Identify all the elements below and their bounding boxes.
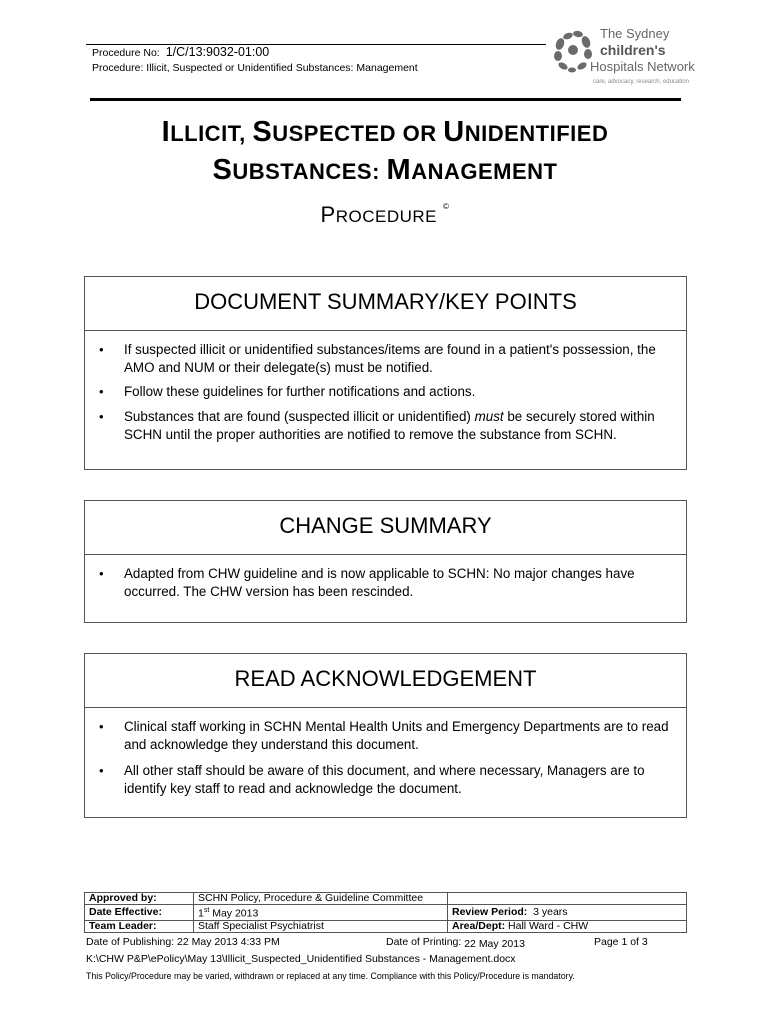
title-small: NIDENTIFIED	[464, 121, 609, 146]
document-type	[0, 202, 770, 228]
procedure-number-label: Procedure No:	[92, 47, 160, 59]
change-summary-heading: CHANGE SUMMARY	[85, 501, 686, 555]
date-of-publishing: Date of Publishing: 22 May 2013 4:33 PM	[86, 936, 280, 948]
title-small: LLICIT,	[170, 121, 253, 146]
team-leader-label: Team Leader:	[85, 920, 194, 932]
procedure-number	[92, 45, 269, 59]
area-dept	[448, 920, 687, 932]
empty-cell	[448, 893, 687, 905]
copyright-mark: ©	[443, 202, 450, 211]
date-effective-rest: May 2013	[209, 907, 259, 920]
table-row	[85, 920, 687, 932]
bullet: •	[99, 719, 104, 734]
subtitle-cap: P	[320, 202, 336, 227]
file-path: K:\CHW P&P\ePolicy\May 13\Illicit_Suspected_Unidentified Substances - Management.docx	[86, 953, 516, 965]
approved-by-label: Approved by:	[85, 893, 194, 905]
title-small: USPECTED OR	[272, 121, 444, 146]
review-period-value: 3 years	[533, 905, 568, 918]
logo-text-line3: Hospitals Network	[590, 59, 695, 74]
table-row	[85, 905, 687, 921]
procedure-name: Procedure: Illicit, Suspected or Unidentified Substances: Management	[92, 62, 418, 74]
team-leader-value: Staff Specialist Psychiatrist	[194, 920, 448, 932]
document-title-line1	[0, 116, 770, 149]
header-rule	[90, 98, 681, 101]
date-effective-suffix: st	[203, 907, 210, 914]
date-of-printing	[386, 936, 525, 948]
date-effective-value	[194, 905, 448, 921]
logo-text-line2: children's	[600, 42, 666, 58]
emphasis-text: must	[474, 409, 504, 424]
list-item-text: If suspected illicit or unidentified substances/items are found in a patient's possession, the AMO and NUM or their delegate(s) must be notified.	[124, 342, 656, 375]
title-cap: M	[386, 154, 412, 186]
title-cap: I	[161, 116, 171, 148]
bullet: •	[99, 763, 104, 778]
bullet: •	[99, 409, 104, 424]
procedure-number-value: 1/C/13:9032-01:00	[165, 45, 270, 59]
title-cap: U	[443, 116, 465, 148]
bullet: •	[99, 342, 104, 357]
list-item-text: Clinical staff working in SCHN Mental Health Units and Emergency Departments are to read and acknowledge they understand this document.	[124, 719, 669, 752]
date-of-printing-label: Date of Printing:	[386, 936, 462, 948]
bullet: •	[99, 566, 104, 581]
date-effective-day: 1	[198, 907, 204, 920]
logo-tagline: care, advocacy, research, education	[593, 79, 689, 85]
list-item-text: Follow these guidelines for further notifications and actions.	[124, 384, 476, 399]
approved-by-value: SCHN Policy, Procedure & Guideline Committee	[194, 893, 448, 905]
table-row	[85, 893, 687, 905]
title-small: ANAGEMENT	[411, 159, 558, 184]
area-dept-value: Hall Ward - CHW	[508, 919, 589, 932]
subtitle-small: ROCEDURE	[335, 207, 438, 226]
read-acknowledgement-box	[84, 653, 687, 818]
list-item-text: Adapted from CHW guideline and is now applicable to SCHN: No major changes have occurred. The CHW version has been rescinded.	[124, 566, 635, 599]
list-item-text: All other staff should be aware of this document, and where necessary, Managers are to identify key staff to read and acknowledge the document.	[124, 763, 645, 796]
summary-heading: DOCUMENT SUMMARY/KEY POINTS	[85, 277, 686, 331]
title-cap: S	[252, 116, 273, 148]
page-number: Page 1 of 3	[594, 936, 648, 948]
bullet: •	[99, 384, 104, 399]
list-item-text: Substances that are found (suspected illicit or unidentified) must be securely stored within SCHN until the proper authorities are notified to remove the substance from SCHN.	[124, 409, 655, 442]
title-small: UBSTANCES:	[232, 159, 387, 184]
date-effective-label: Date Effective:	[85, 905, 194, 921]
summary-box	[84, 276, 687, 470]
document-meta-table	[84, 892, 687, 933]
date-of-printing-value: 22 May 2013	[464, 938, 525, 950]
logo-text-line1: The Sydney	[600, 26, 670, 41]
review-period-label: Review Period:	[452, 905, 528, 918]
change-summary-box	[84, 500, 687, 623]
area-dept-label: Area/Dept:	[452, 919, 506, 932]
document-title-line2	[0, 154, 770, 187]
read-acknowledgement-heading: READ ACKNOWLEDGEMENT	[85, 654, 686, 708]
disclaimer: This Policy/Procedure may be varied, withdrawn or replaced at any time. Compliance with this Policy/Procedure is mandatory.	[86, 971, 575, 981]
title-cap: S	[212, 154, 233, 186]
review-period	[448, 905, 687, 921]
